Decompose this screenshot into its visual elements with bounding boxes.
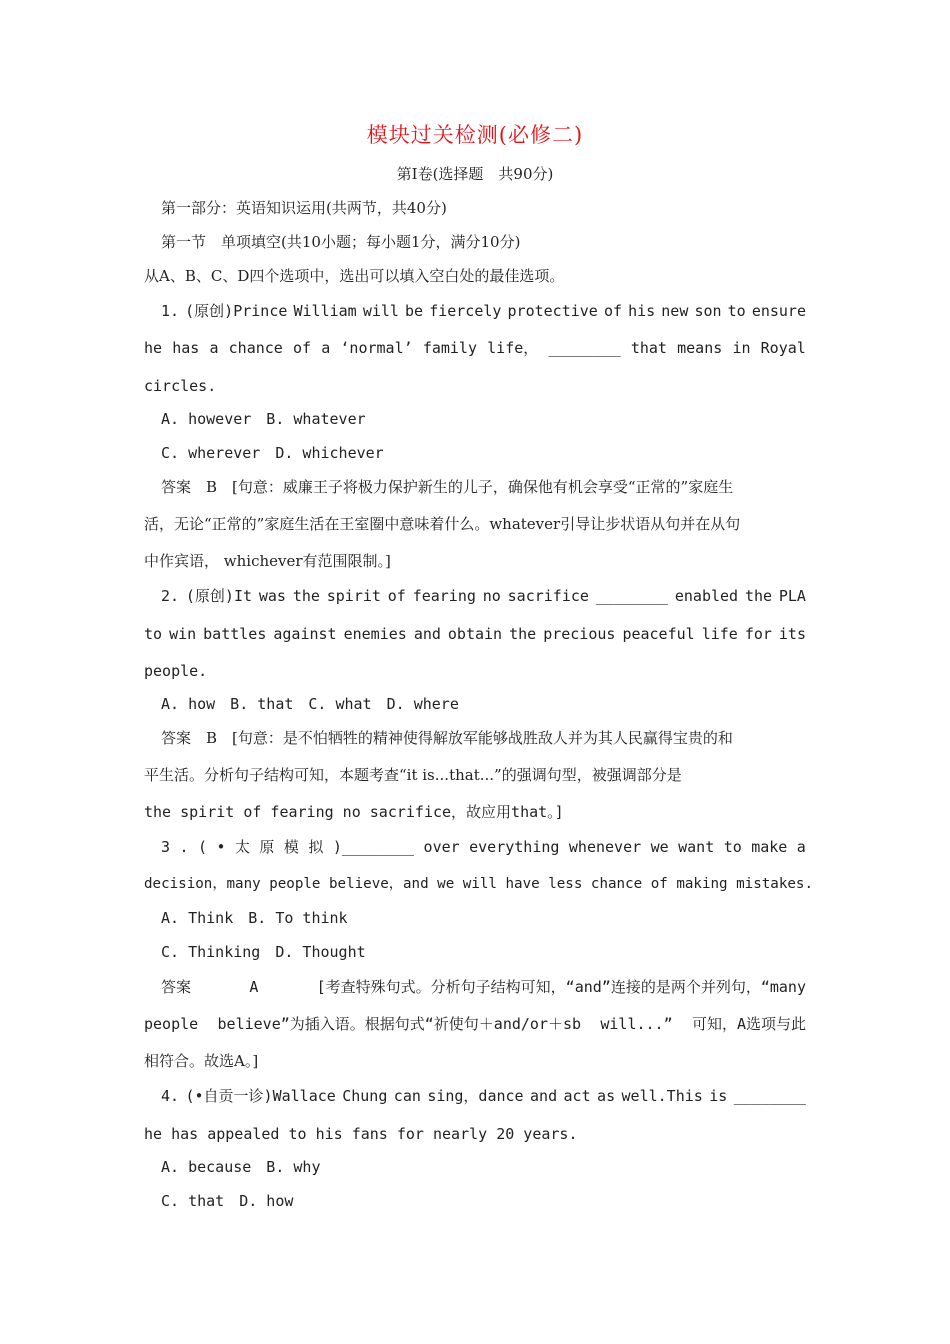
- question-1-answer-line-2: 活，无论“正常的”家庭生活在王室圈中意味着什么。whatever引导让步状语从句并在从句: [144, 515, 741, 533]
- question-4-options-cd: C. that D. how: [161, 1192, 294, 1210]
- question-4-options-ab: A. because B. why: [161, 1158, 321, 1176]
- part-heading: 第一部分：英语知识运用(共两节，共40分): [161, 199, 447, 217]
- question-3-line-1: 3 . ( • 太 原 模 拟 )________ over everything whenever we want to make a: [161, 838, 806, 856]
- question-3-options-cd: C. Thinking D. Thought: [161, 943, 366, 961]
- question-4-line-1: 4. (•自贡一诊)Wallace Chung can sing，dance and act as well.This is ________: [161, 1087, 806, 1105]
- question-3-answer-line-3: 相符合。故选A。]: [144, 1052, 259, 1070]
- question-2-answer-line-3: the spirit of fearing no sacrifice，故应用that。]: [144, 803, 564, 821]
- question-1-line-2: he has a chance of a ‘normal’ family life， ________ that means in Royal: [144, 339, 806, 357]
- question-2-options: A. how B. that C. what D. where: [161, 695, 459, 713]
- section-heading: 第一节 单项填空(共10小题；每小题1分，满分10分): [161, 233, 521, 251]
- question-3-options-ab: A. Think B. To think: [161, 909, 348, 927]
- question-1-line-1: 1. (原创)Prince William will be fiercely protective of his new son to ensure: [161, 302, 806, 320]
- question-1-line-3: circles.: [144, 377, 217, 395]
- question-2-line-1: 2. (原创)It was the spirit of fearing no sacrifice ________ enabled the PLA: [161, 587, 806, 605]
- question-1-options-cd: C. wherever D. whichever: [161, 444, 384, 462]
- question-1-answer-line-3: 中作宾语， whichever有范围限制。]: [144, 552, 391, 570]
- question-2-answer-line-2: 平生活。分析句子结构可知，本题考查“it is...that...”的强调句型，被强调部分是: [144, 766, 682, 784]
- paper-subtitle: 第Ⅰ卷(选择题 共90分): [396, 165, 554, 183]
- question-2-answer-line-1: 答案 B [句意：是不怕牺牲的精神使得解放军能够战胜敌人并为其人民赢得宝贵的和: [161, 729, 733, 747]
- question-3-answer-line-1: 答案 A [考查特殊句式。分析句子结构可知，“and”连接的是两个并列句，“many: [161, 978, 806, 996]
- question-1-answer-line-1: 答案 B [句意：威廉王子将极力保护新生的儿子，确保他有机会享受“正常的”家庭生: [161, 478, 734, 496]
- question-3-line-2: decision，many people believe，and we will have less chance of making mistakes.: [144, 876, 813, 892]
- question-4-line-2: he has appealed to his fans for nearly 20 years.: [144, 1125, 578, 1143]
- instruction-text: 从A、B、C、D四个选项中，选出可以填入空白处的最佳选项。: [144, 267, 565, 285]
- question-2-line-2: to win battles against enemies and obtain the precious peaceful life for its: [144, 625, 806, 643]
- question-2-line-3: people.: [144, 662, 208, 680]
- question-1-options-ab: A. however B. whatever: [161, 410, 366, 428]
- question-3-answer-line-2: people believe”为插入语。根据句式“祈使句＋and/or＋sb will...” 可知，A选项与此: [144, 1015, 806, 1033]
- page-title: 模块过关检测(必修二): [366, 123, 584, 147]
